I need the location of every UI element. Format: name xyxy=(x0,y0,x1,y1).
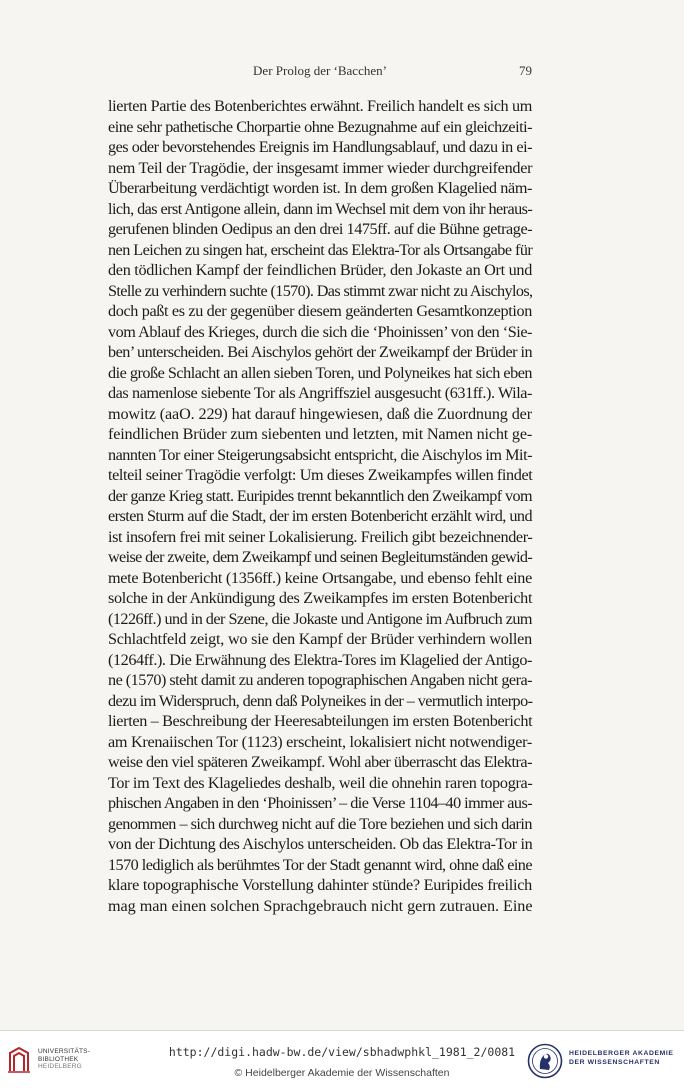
text-line: ben’ unterscheiden. Bei Aischylos gehört der Zweikampf der Brüder in xyxy=(108,343,533,361)
text-line: nen Leichen zu singen hat, erscheint das Elektra-Tor als Ortsangabe für xyxy=(108,240,533,259)
text-line: die große Schlacht an allen sieben Toren, und Polyneikes hat sich eben xyxy=(108,363,532,382)
text-line: genommen – sich durchweg nicht auf die Tore beziehen und sich darin xyxy=(108,814,532,833)
text-line: 1570 lediglich als berühmtes Tor der Stadt genannt wird, ohne daß eine xyxy=(108,855,532,874)
text-line: Schlachtfeld zeigt, wo sie den Kampf der Brüder verhindern wollen xyxy=(108,630,532,648)
text-line: nannten Tor einer Steigerungsabsicht entspricht, die Aischylos im Mit- xyxy=(108,445,532,464)
text-line: Tor im Text des Klageliedes deshalb, weil die ohnehin raren topogra- xyxy=(108,773,533,792)
text-line: von der Dichtung des Aischylos unterscheiden. Ob das Elektra-Tor in xyxy=(108,835,533,853)
library-logo-line2: BIBLIOTHEK xyxy=(38,1055,79,1063)
text-line: lierten Partie des Botenberichtes erwähnt. Freilich handelt es sich um xyxy=(108,97,532,115)
text-line: nem Teil der Tragödie, der insgesamt immer wieder durchgreifender xyxy=(108,158,533,177)
text-line: am Krenaiischen Tor (1123) erscheint, lokalisiert nicht notwendiger- xyxy=(108,732,532,751)
text-line: den tödlichen Kampf der feindlichen Brüder, den Jokaste an Ort und xyxy=(108,261,533,279)
running-head-title: Der Prolog der ‘Bacchen’ xyxy=(253,63,387,78)
text-line: ist insofern frei mit seiner Lokalisierung. Freilich gibt bezeichnender- xyxy=(108,527,533,546)
text-line: Überarbeitung verdächtigt worden ist. In dem großen Klagelied näm- xyxy=(108,179,533,197)
text-line: phischen Angaben in den ‘Phoinissen’ – die Verse 1104–40 immer aus- xyxy=(108,794,533,812)
text-line: klare topographische Vorstellung dahinter stünde? Euripides freilich xyxy=(108,876,532,894)
copyright-text: © Heidelberger Akademie der Wissenschaften xyxy=(234,1067,450,1079)
academy-seal-icon xyxy=(527,1043,563,1079)
running-head xyxy=(108,63,532,79)
text-line: gerufenen blinden Oedipus an den drei 1475ff. auf die Bühne getrage- xyxy=(108,220,533,238)
text-line: ges oder bevorstehendes Ereignis im Handlungsablauf, und dazu in ei- xyxy=(108,138,532,156)
text-line: mete Botenbericht (1356ff.) keine Ortsangabe, und ebenso fehlt eine xyxy=(108,568,532,587)
source-url-link[interactable]: http://digi.hadw-bw.de/view/sbhadwphkl_1981_2/0081 xyxy=(168,1045,516,1059)
text-line: feindlichen Brüder zum siebenten und letzten, mit Namen nicht ge- xyxy=(108,425,533,443)
text-line: ne (1570) steht damit zu anderen topographischen Angaben nicht gera- xyxy=(108,671,532,689)
text-line: vom Ablauf des Krieges, durch die sich die ‘Phoinissen’ von den ‘Sie- xyxy=(108,322,532,341)
library-logo-line1: UNIVERSITÄTS- xyxy=(38,1048,91,1055)
text-line: telteil seiner Tragödie verfolgt: Um dieses Zweikampfes willen findet xyxy=(108,466,533,484)
text-line: der ganze Krieg statt. Euripides trennt bekanntlich den Zweikampf vom xyxy=(108,486,532,505)
text-line: solche in der Ankündigung des Zweikampfes im ersten Botenbericht xyxy=(108,589,533,607)
academy-logo-line2: DER WISSENSCHAFTEN xyxy=(569,1058,660,1066)
body-text xyxy=(108,96,532,916)
academy-logo[interactable] xyxy=(527,1041,677,1081)
page-number: 79 xyxy=(519,63,532,78)
text-line: Stelle zu verhindern suchte (1570). Das stimmt zwar nicht zu Aischylos, xyxy=(108,281,533,300)
text-line: lierten – Beschreibung der Heeresabteilungen im ersten Botenbericht xyxy=(108,712,533,730)
text-line: (1226ff.) und in der Szene, die Jokaste und Antigone im Aufbruch zum xyxy=(108,609,532,628)
text-line: weise den viel späteren Zweikampf. Wohl aber überrascht das Elektra- xyxy=(108,753,532,771)
footer-bar xyxy=(0,1030,684,1088)
text-line: dezu im Widerspruch, denn daß Polyneikes in der – vermutlich interpo- xyxy=(108,691,533,710)
text-line: mag man einen solchen Sprachgebrauch nicht gern zutrauen. Eine xyxy=(108,896,533,915)
library-logo-line3: HEIDELBERG xyxy=(38,1063,82,1070)
academy-logo-line1: HEIDELBERGER AKADEMIE xyxy=(569,1050,674,1057)
text-line: das namenlose siebente Tor als Angriffsziel ausgesucht (631ff.). Wila- xyxy=(108,384,532,402)
text-line: doch paßt es zu der gegenüber diesem geänderten Gesamtkonzeption xyxy=(108,302,532,320)
text-line: ersten Sturm auf die Stadt, der im ersten Botenbericht erzählt wird, und xyxy=(108,507,532,525)
text-line: lich, das erst Antigone allein, dann im Wechsel mit dem von ihr heraus- xyxy=(108,199,533,218)
text-line: eine sehr pathetische Chorpartie ohne Bezugnahme auf ein gleichzeiti- xyxy=(108,117,532,136)
text-line: (1264ff.). Die Erwähnung des Elektra-Tores im Klagelied der Antigo- xyxy=(108,650,532,669)
text-line: weise der zweite, dem Zweikampf und seinen Begleitumständen gewid- xyxy=(108,548,533,566)
text-line: mowitz (aaO. 229) hat darauf hingewiesen, daß die Zuordnung der xyxy=(108,404,532,423)
